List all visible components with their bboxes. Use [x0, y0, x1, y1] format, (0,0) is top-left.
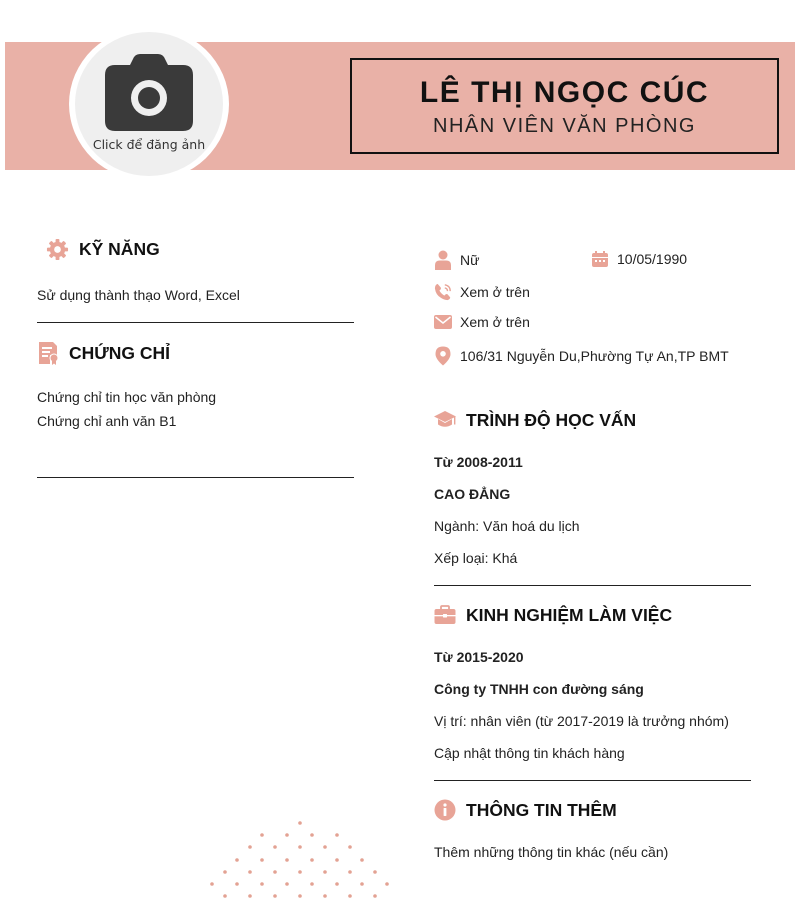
- skills-title: KỸ NĂNG: [79, 239, 160, 259]
- decorative-dot: [385, 882, 389, 886]
- decorative-dot: [235, 882, 239, 886]
- experience-heading: [434, 604, 672, 626]
- decorative-dot: [323, 845, 327, 849]
- decorative-dot: [310, 833, 314, 837]
- camera-icon: [103, 53, 195, 133]
- additional-heading: [434, 799, 617, 821]
- decorative-dot: [260, 833, 264, 837]
- info-icon: [434, 799, 456, 821]
- decorative-dot: [273, 894, 277, 898]
- decorative-dot: [335, 833, 339, 837]
- phone-value: Xem ở trên: [460, 284, 530, 300]
- divider: [37, 477, 354, 478]
- decorative-dot: [360, 882, 364, 886]
- avatar-placeholder[interactable]: [75, 32, 223, 176]
- gender-row: [434, 250, 479, 270]
- decorative-dot-pattern: [200, 818, 400, 903]
- briefcase-icon: [434, 604, 456, 626]
- certificate-item: Chứng chỉ anh văn B1: [37, 413, 177, 429]
- avatar-upload[interactable]: [69, 27, 229, 181]
- full-name: LÊ THỊ NGỌC CÚC: [419, 75, 710, 109]
- decorative-dot: [285, 882, 289, 886]
- decorative-dot: [248, 845, 252, 849]
- decorative-dot: [260, 882, 264, 886]
- avatar-caption: Click để đăng ảnh: [92, 136, 206, 152]
- decorative-dot: [273, 845, 277, 849]
- decorative-dot: [373, 894, 377, 898]
- experience-task: Cập nhật thông tin khách hàng: [434, 745, 625, 761]
- decorative-dot: [348, 894, 352, 898]
- decorative-dot: [285, 833, 289, 837]
- decorative-dot: [285, 858, 289, 862]
- experience-period: Từ 2015-2020: [434, 649, 524, 665]
- decorative-dot: [298, 821, 302, 825]
- divider: [434, 780, 751, 781]
- gender-value: Nữ: [460, 252, 480, 268]
- education-major: Ngành: Văn hoá du lịch: [434, 518, 580, 534]
- birthday-row: [591, 250, 687, 268]
- decorative-dot: [223, 894, 227, 898]
- address-value: 106/31 Nguyễn Du,Phường Tự An,TP BMT: [460, 348, 729, 364]
- decorative-dot: [248, 870, 252, 874]
- decorative-dot: [235, 858, 239, 862]
- divider: [434, 585, 751, 586]
- job-title: NHÂN VIÊN VĂN PHÒNG: [433, 114, 696, 137]
- decorative-dot: [348, 870, 352, 874]
- decorative-dot: [260, 858, 264, 862]
- decorative-dot: [335, 858, 339, 862]
- envelope-icon: [434, 314, 452, 330]
- experience-title: KINH NGHIỆM LÀM VIỆC: [466, 604, 673, 625]
- certificate-item: Chứng chỉ tin học văn phòng: [37, 389, 217, 405]
- education-period: Từ 2008-2011: [434, 454, 523, 470]
- graduation-cap-icon: [434, 409, 456, 431]
- skill-item: Sử dụng thành thạo Word, Excel: [37, 287, 240, 303]
- address-row: [434, 346, 729, 366]
- education-level: CAO ĐẲNG: [434, 486, 511, 502]
- education-grade: Xếp loại: Khá: [434, 550, 518, 566]
- person-icon: [434, 250, 452, 270]
- additional-text: Thêm những thông tin khác (nếu cần): [434, 844, 669, 860]
- experience-position: Vị trí: nhân viên (từ 2017-2019 là trưởng nhóm): [434, 713, 729, 729]
- decorative-dot: [210, 882, 214, 886]
- decorative-dot: [310, 882, 314, 886]
- decorative-dot: [373, 870, 377, 874]
- decorative-dot: [298, 845, 302, 849]
- decorative-dot: [310, 858, 314, 862]
- decorative-dot: [298, 870, 302, 874]
- phone-row: [434, 282, 530, 302]
- decorative-dot: [323, 870, 327, 874]
- email-row: [434, 314, 530, 330]
- education-heading: [434, 409, 636, 431]
- skills-heading: [46, 238, 160, 261]
- education-title: TRÌNH ĐỘ HỌC VẤN: [466, 409, 637, 430]
- phone-icon: [434, 282, 452, 302]
- certificates-heading: [37, 341, 170, 365]
- decorative-dot: [323, 894, 327, 898]
- decorative-dot: [335, 882, 339, 886]
- divider: [37, 322, 354, 323]
- name-box: [350, 58, 779, 154]
- certificates-title: CHỨNG CHỈ: [69, 342, 171, 363]
- decorative-dot: [248, 894, 252, 898]
- decorative-dot: [360, 858, 364, 862]
- certificate-icon: [37, 341, 59, 365]
- email-value: Xem ở trên: [460, 314, 530, 330]
- decorative-dot: [273, 870, 277, 874]
- decorative-dot: [223, 870, 227, 874]
- decorative-dot: [348, 845, 352, 849]
- decorative-dot: [298, 894, 302, 898]
- birthday-value: 10/05/1990: [617, 251, 688, 267]
- experience-company: Công ty TNHH con đường sáng: [434, 681, 644, 697]
- gear-icon: [46, 238, 69, 261]
- location-pin-icon: [434, 346, 452, 366]
- calendar-icon: [591, 250, 609, 268]
- additional-title: THÔNG TIN THÊM: [466, 799, 617, 820]
